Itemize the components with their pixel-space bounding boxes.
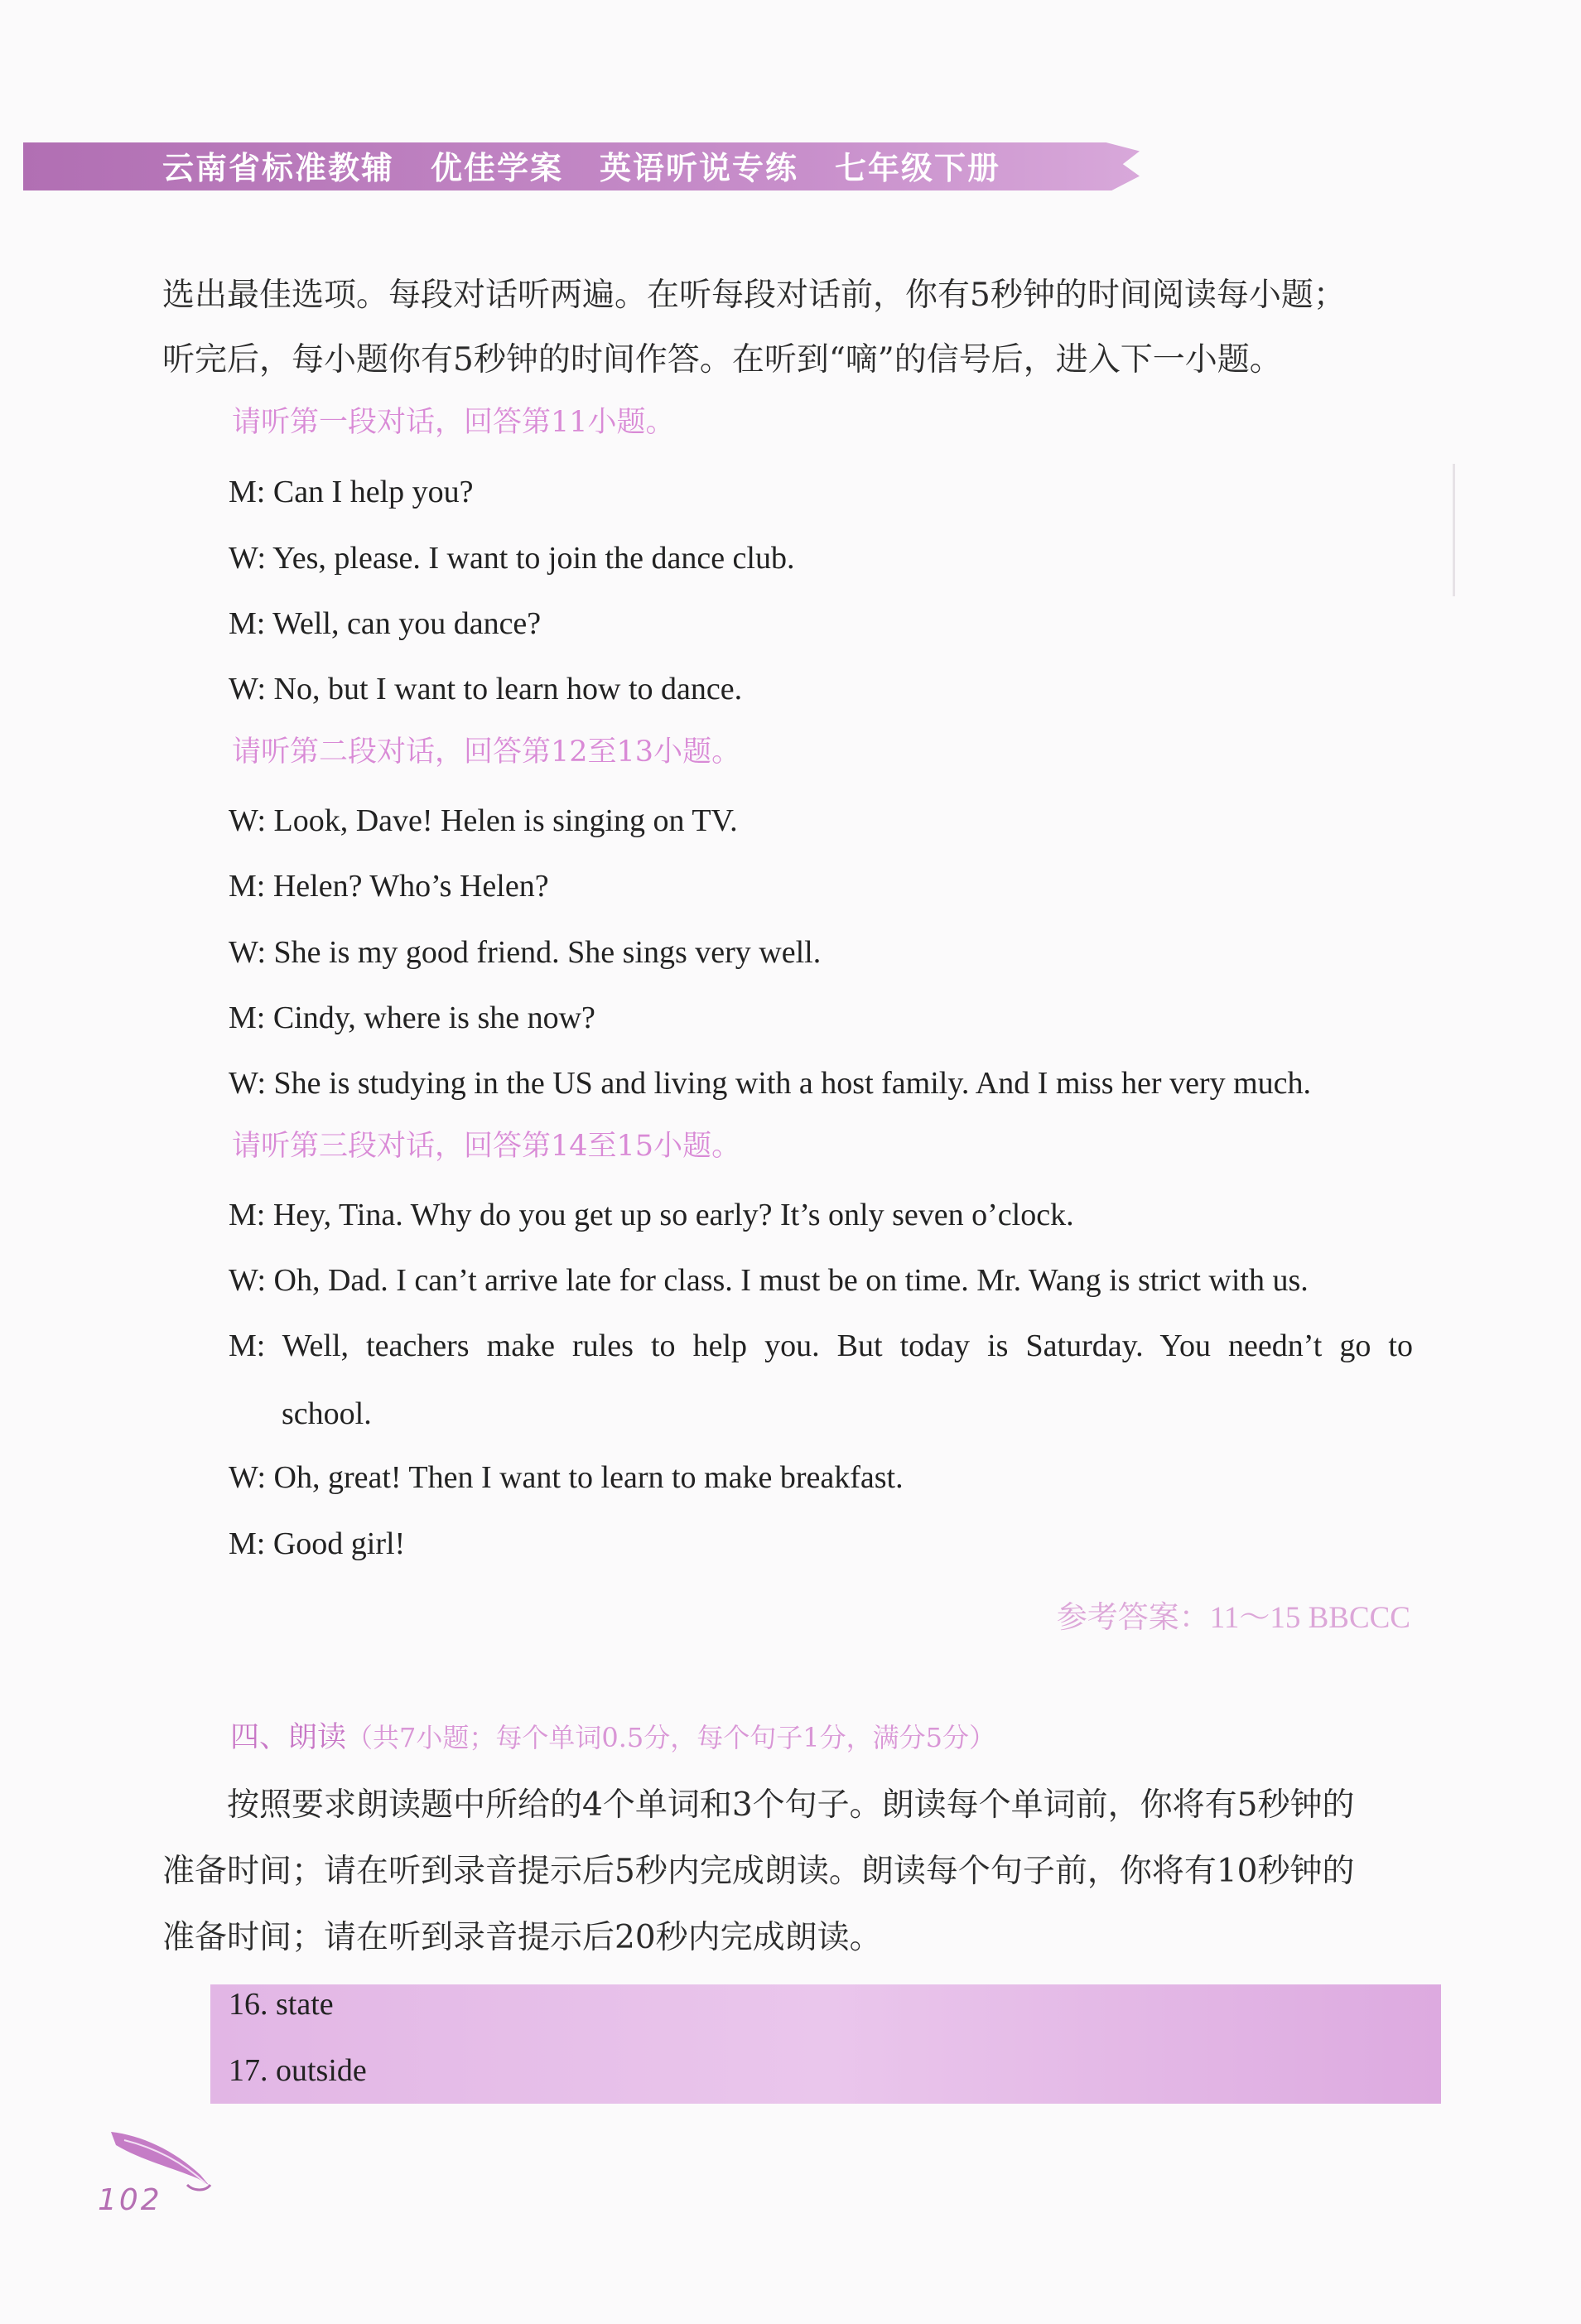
dialogue-2-line-4: M: Cindy, where is she now? bbox=[229, 1000, 595, 1035]
section-4-paragraph bbox=[162, 1772, 1429, 1971]
reading-item-17: 17. outside bbox=[229, 2053, 367, 2088]
dialogue-1-heading: 请听第一段对话，回答第11小题。 bbox=[232, 406, 675, 439]
intro-paragraph bbox=[162, 263, 1429, 393]
section-4-title: 四、朗读 bbox=[230, 1721, 347, 1754]
dialogue-2-line-1: W: Look, Dave! Helen is singing on TV. bbox=[229, 803, 738, 838]
dialogue-3-heading: 请听第三段对话，回答第14至15小题。 bbox=[232, 1130, 741, 1163]
header-title bbox=[162, 147, 1037, 189]
intro-line-2: 听完后，每小题你有5秒钟的时间作答。在听到“嘀”的信号后，进入下一小题。 bbox=[162, 341, 1282, 378]
dialogue-3-line-1: M: Hey, Tina. Why do you get up so early? It’s only seven o’clock. bbox=[229, 1198, 1074, 1232]
section-4-line-2: 准备时间；请在听到录音提示后5秒内完成朗读。朗读每个句子前，你将有10秒钟的 bbox=[162, 1853, 1355, 1890]
answer-key: 参考答案：11～15 BBCCC bbox=[1056, 1601, 1410, 1635]
dialogue-2-line-3: W: She is my good friend. She sings very well. bbox=[229, 935, 822, 970]
dialogue-1-line-2: W: Yes, please. I want to join the dance club. bbox=[229, 541, 795, 576]
reading-item-16: 16. state bbox=[229, 1987, 334, 2022]
dialogue-3-line-2: W: Oh, Dad. I can’t arrive late for class. I must be on time. Mr. Wang is strict with us. bbox=[229, 1263, 1309, 1298]
intro-line-1: 选出最佳选项。每段对话听两遍。在听每段对话前，你有5秒钟的时间阅读每小题； bbox=[162, 277, 1346, 314]
dialogue-1-line-1: M: Can I help you? bbox=[229, 475, 474, 509]
header-series: 云南省标准教辅 bbox=[162, 150, 395, 186]
header-brand: 优佳学案 bbox=[431, 150, 564, 186]
dialogue-3-line-5: W: Oh, great! Then I want to learn to make breakfast. bbox=[229, 1460, 904, 1495]
page-edge-mark bbox=[1453, 464, 1455, 596]
dialogue-3-line-3 bbox=[229, 1328, 1413, 1432]
header-subject: 英语听说专练 bbox=[600, 150, 799, 186]
dialogue-1-line-3: M: Well, can you dance? bbox=[229, 606, 542, 641]
section-4-note: （共7小题；每个单词0.5分，每个句子1分，满分5分） bbox=[346, 1722, 995, 1753]
dialogue-2-line-2: M: Helen? Who’s Helen? bbox=[229, 869, 549, 904]
reading-items-box bbox=[210, 1984, 1441, 2104]
dialogue-2-line-5: W: She is studying in the US and living with a host family. And I miss her very much. bbox=[229, 1066, 1312, 1101]
dialogue-3-line-3-cont: school. bbox=[282, 1396, 372, 1431]
dialogue-1-line-4: W: No, but I want to learn how to dance. bbox=[229, 672, 743, 706]
section-4-line-1: 按照要求朗读题中所给的4个单词和3个句子。朗读每个单词前，你将有5秒钟的 bbox=[227, 1786, 1355, 1824]
header-grade: 七年级下册 bbox=[835, 150, 1001, 186]
page-number: 102 bbox=[98, 2183, 162, 2217]
section-4-heading bbox=[230, 1714, 995, 1756]
dialogue-2-heading: 请听第二段对话，回答第12至13小题。 bbox=[232, 735, 741, 769]
section-4-line-3: 准备时间；请在听到录音提示后20秒内完成朗读。 bbox=[162, 1919, 882, 1956]
dialogue-3-line-6: M: Good girl! bbox=[229, 1526, 406, 1561]
dialogue-3-line-3-text: M: Well, teachers make rules to help you. But today is Saturday. You needn’t go to bbox=[229, 1328, 1413, 1363]
